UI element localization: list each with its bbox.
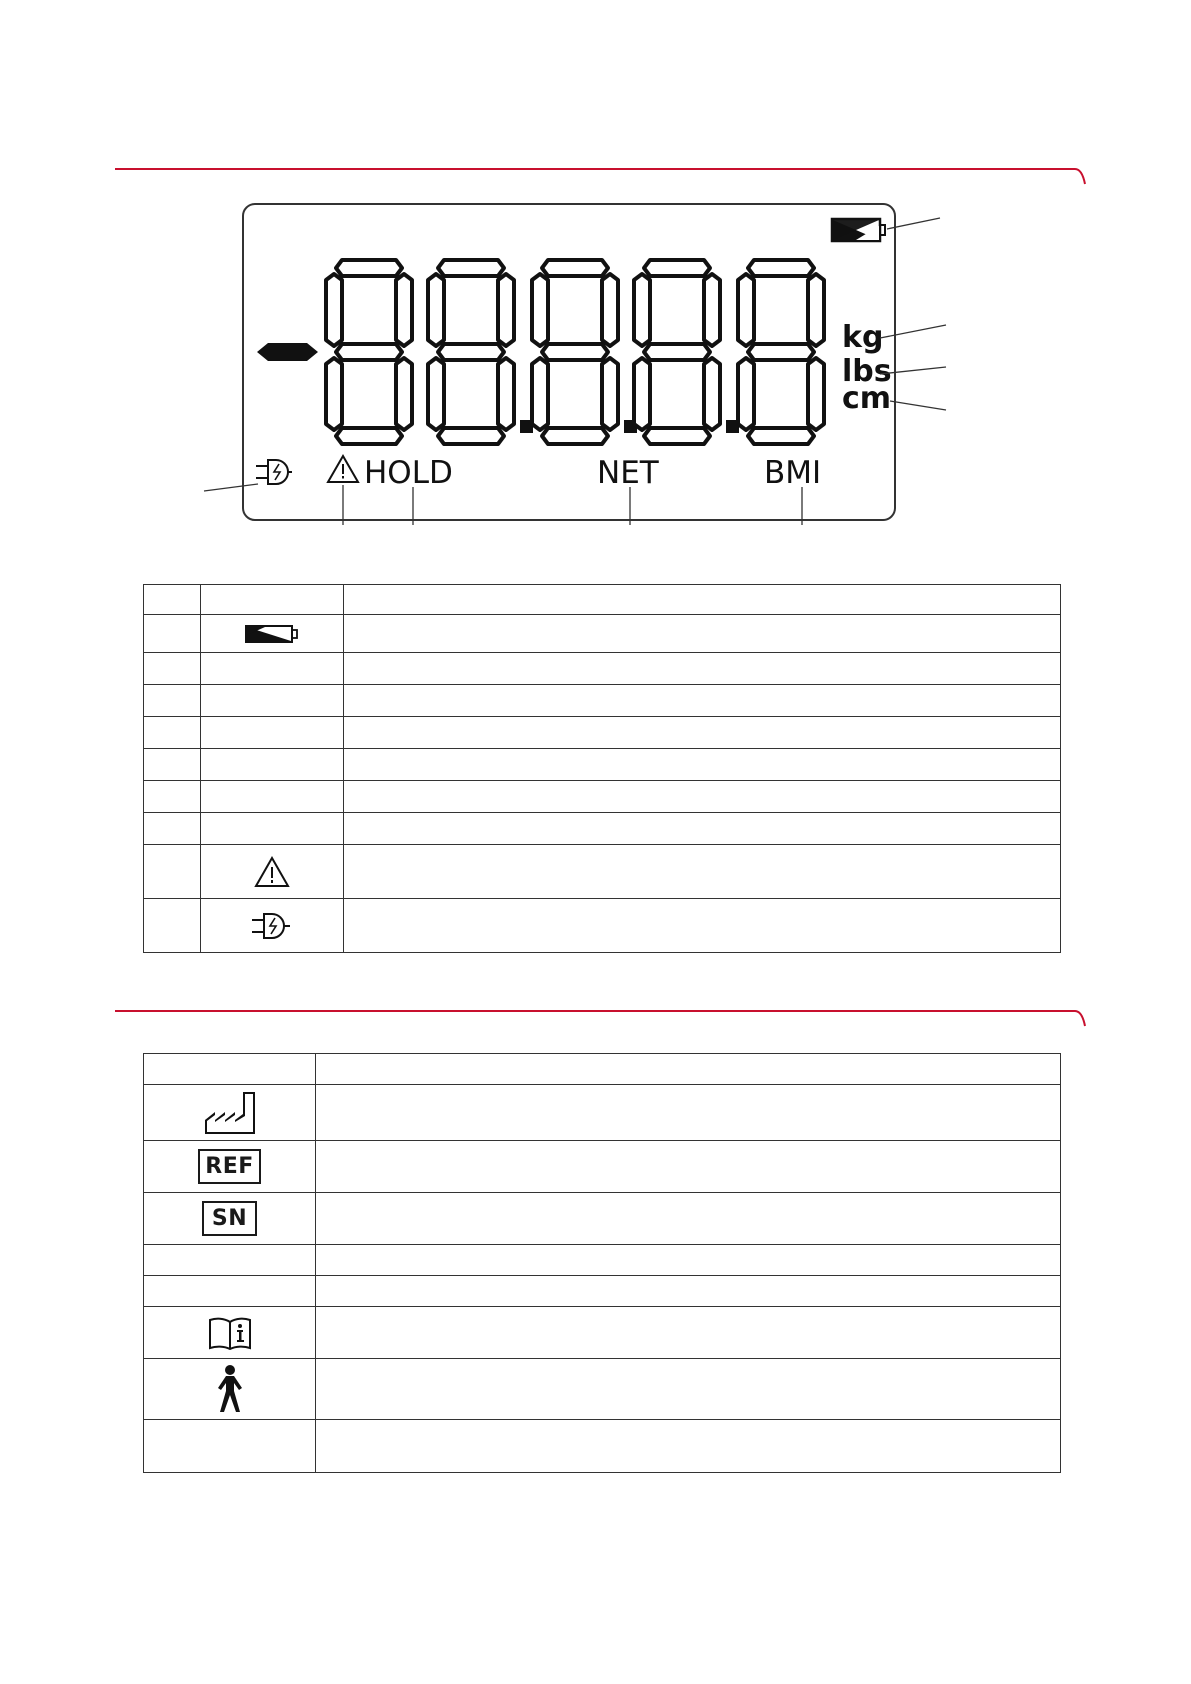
symbol-cell — [201, 749, 344, 781]
symbol-cell — [201, 781, 344, 813]
lcd-digits — [326, 260, 824, 444]
symbol-cell — [201, 813, 344, 845]
sn-label: SN — [202, 1201, 257, 1236]
lcd-digit — [634, 260, 720, 444]
table-row — [144, 1420, 1061, 1473]
description-cell — [344, 717, 1061, 749]
table-row — [144, 717, 1061, 749]
table-row — [144, 1276, 1061, 1307]
description-cell — [316, 1054, 1061, 1085]
symbol-cell — [201, 615, 344, 653]
table-row — [144, 1245, 1061, 1276]
table-row — [144, 813, 1061, 845]
lcd-display-diagram — [0, 0, 1191, 540]
ref-box-icon — [144, 1149, 315, 1184]
description-cell — [316, 1359, 1061, 1420]
table-row — [144, 845, 1061, 899]
symbol-cell — [144, 1085, 316, 1141]
table-row — [144, 1054, 1061, 1085]
symbol-cell — [144, 1193, 316, 1245]
lcd-digit — [738, 260, 824, 444]
symbol-cell — [144, 1276, 316, 1307]
symbol-cell — [144, 1054, 316, 1085]
description-cell — [344, 653, 1061, 685]
table-row — [144, 899, 1061, 953]
mains-plug-icon — [256, 460, 292, 484]
description-cell — [316, 1420, 1061, 1473]
mains-plug-icon — [201, 910, 343, 942]
symbol-cell — [144, 1307, 316, 1359]
description-cell — [316, 1245, 1061, 1276]
description-cell — [344, 685, 1061, 717]
ref-label: REF — [198, 1149, 261, 1184]
symbol-cell — [144, 1420, 316, 1473]
description-cell — [316, 1307, 1061, 1359]
row-index-cell — [144, 749, 201, 781]
row-index-cell — [144, 717, 201, 749]
description-cell — [316, 1193, 1061, 1245]
lcd-hold-label: HOLD — [364, 455, 453, 491]
table-row — [144, 1307, 1061, 1359]
symbol-cell — [201, 685, 344, 717]
symbol-cell — [201, 653, 344, 685]
description-cell — [344, 585, 1061, 615]
description-cell — [316, 1276, 1061, 1307]
table-row — [144, 615, 1061, 653]
row-index-cell — [144, 685, 201, 717]
lcd-net-label: NET — [597, 455, 659, 491]
sn-box-icon — [144, 1201, 315, 1236]
warning-triangle-icon — [328, 456, 358, 482]
symbol-cell — [201, 845, 344, 899]
description-cell — [344, 749, 1061, 781]
lcd-digit — [428, 260, 514, 444]
row-index-cell — [144, 899, 201, 953]
row-index-cell — [144, 845, 201, 899]
description-cell — [316, 1085, 1061, 1141]
table-row — [144, 653, 1061, 685]
description-cell — [344, 845, 1061, 899]
section-rule-middle — [0, 1002, 1191, 1032]
table-row — [144, 1359, 1061, 1420]
table-row — [144, 1193, 1061, 1245]
table-row — [144, 585, 1061, 615]
warning-triangle-icon — [201, 856, 343, 888]
row-index-cell — [144, 813, 201, 845]
row-index-cell — [144, 653, 201, 685]
instructions-manual-icon — [144, 1316, 315, 1350]
row-index-cell — [144, 781, 201, 813]
symbol-cell — [144, 1245, 316, 1276]
table-row — [144, 1141, 1061, 1193]
type-b-applied-part-icon — [144, 1364, 315, 1414]
table-row — [144, 1085, 1061, 1141]
description-cell — [344, 899, 1061, 953]
row-index-cell — [144, 585, 201, 615]
battery-low-icon — [201, 624, 343, 644]
device-symbols-table — [143, 1053, 1061, 1473]
table-row — [144, 781, 1061, 813]
lcd-unit-lbs: lbs — [842, 354, 892, 389]
symbol-cell — [144, 1141, 316, 1193]
description-cell — [316, 1141, 1061, 1193]
lcd-unit-kg: kg — [842, 320, 884, 355]
table-row — [144, 685, 1061, 717]
lcd-bmi-label: BMI — [764, 455, 822, 491]
symbol-cell — [144, 1359, 316, 1420]
description-cell — [344, 781, 1061, 813]
lcd-unit-cm: cm — [842, 381, 892, 416]
description-cell — [344, 615, 1061, 653]
lcd-digit — [326, 260, 412, 444]
display-symbols-table — [143, 584, 1061, 953]
row-index-cell — [144, 615, 201, 653]
manufacturer-icon — [144, 1090, 315, 1136]
table-row — [144, 749, 1061, 781]
battery-low-icon — [832, 219, 885, 241]
symbol-cell — [201, 717, 344, 749]
lcd-digit — [532, 260, 618, 444]
symbol-cell — [201, 899, 344, 953]
lcd-minus-segment — [257, 343, 318, 361]
description-cell — [344, 813, 1061, 845]
symbol-cell — [201, 585, 344, 615]
